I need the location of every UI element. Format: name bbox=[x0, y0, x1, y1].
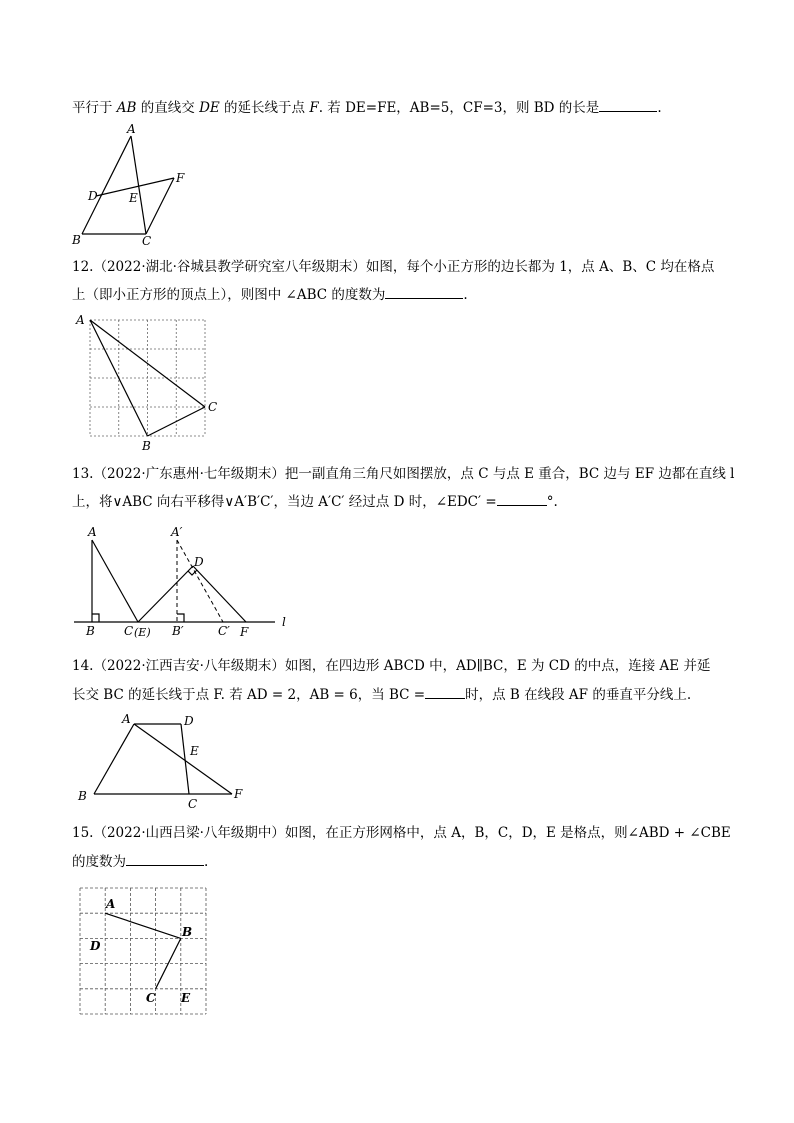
q15-label-b: B bbox=[182, 925, 193, 939]
q13-label-e: (E) bbox=[134, 626, 151, 639]
q14-label-e: E bbox=[190, 744, 199, 758]
q11-label-a: A bbox=[127, 122, 136, 136]
q14-text-b: 时，点 B 在线段 AF 的垂直平分线上. bbox=[465, 687, 692, 703]
q13-label-aprime: A′ bbox=[171, 525, 183, 539]
q11-figure bbox=[70, 120, 200, 250]
q12-text-end: . bbox=[463, 287, 468, 303]
q14-label-c: C bbox=[188, 797, 198, 811]
q11-text-a: 平行于 bbox=[72, 100, 117, 116]
q15-label-e: E bbox=[181, 991, 191, 1005]
q14-text-line1: 14.（2022·江西吉安·八年级期末）如图，在四边形 ABCD 中，AD∥BC，E 为 CD 的中点，连接 AE 并延 bbox=[72, 658, 711, 674]
q12-text-line1: 12.（2022·湖北·谷城县教学研究室八年级期末）如图，每个小正方形的边长都为 1，点 A、B、C 均在格点 bbox=[72, 259, 715, 275]
q13-label-c: C bbox=[124, 624, 134, 638]
q15-text-end: . bbox=[204, 854, 209, 870]
q12-figure bbox=[70, 310, 230, 455]
q15-label-d: D bbox=[90, 939, 101, 953]
q13-text-end: °. bbox=[546, 494, 558, 510]
q14-text-line2 bbox=[72, 684, 691, 704]
q13-label-a: A bbox=[88, 525, 97, 539]
q11-label-c: C bbox=[142, 234, 152, 248]
q13-answer-blank[interactable] bbox=[497, 491, 547, 506]
q12-text-line2 bbox=[72, 284, 468, 304]
q15-text-a: 的度数为 bbox=[72, 854, 126, 870]
q12-label-c: C bbox=[208, 400, 218, 414]
q13-text-a: 上，将∨ABC 向右平移得∨A′B′C′，当边 A′C′ 经过点 D 时，∠EDC′ = bbox=[72, 494, 497, 510]
q12-label-b: B bbox=[142, 439, 151, 453]
q11-label-e: E bbox=[129, 191, 138, 205]
q12-text-a: 上（即小正方形的顶点上），则图中 ∠ABC 的度数为 bbox=[72, 287, 386, 303]
q13-label-bprime: B′ bbox=[172, 624, 184, 638]
q13-label-cprime: C′ bbox=[218, 624, 230, 638]
q11-text bbox=[72, 97, 662, 117]
q14-label-b: B bbox=[78, 789, 87, 803]
q15-label-a: A bbox=[106, 897, 116, 911]
q13-text-line1: 13.（2022·广东惠州·七年级期末）把一副直角三角尺如图摆放，点 C 与点 E 重合，BC 边与 EF 边都在直线 l bbox=[72, 466, 735, 482]
q15-answer-blank[interactable] bbox=[126, 851, 204, 866]
q12-label-a: A bbox=[76, 313, 85, 327]
q11-de: DE bbox=[199, 100, 220, 116]
q11-answer-blank[interactable] bbox=[599, 97, 657, 112]
q14-label-d: D bbox=[184, 714, 194, 728]
q15-text-line2 bbox=[72, 851, 208, 871]
q11-label-d: D bbox=[88, 189, 98, 203]
q14-figure bbox=[70, 708, 260, 813]
q13-label-l: l bbox=[282, 615, 286, 629]
q11-label-f: F bbox=[176, 171, 185, 185]
q13-label-f: F bbox=[240, 625, 249, 639]
q13-text-line2 bbox=[72, 491, 558, 511]
q11-text-end: . bbox=[657, 100, 662, 116]
q13-figure bbox=[70, 522, 300, 642]
q15-label-c: C bbox=[146, 991, 156, 1005]
q11-text-c: 的延长线于点 bbox=[219, 100, 310, 116]
q11-text-b: 的直线交 bbox=[136, 100, 200, 116]
q12-answer-blank[interactable] bbox=[385, 284, 463, 299]
q14-label-a: A bbox=[122, 712, 131, 726]
q14-text-a: 长交 BC 的延长线于点 F. 若 AD = 2，AB = 6，当 BC = bbox=[72, 687, 426, 703]
q11-label-b: B bbox=[72, 233, 81, 247]
q15-text-line1: 15.（2022·山西吕梁·八年级期中）如图，在正方形网格中，点 A，B，C，D，E 是格点，则∠ABD + ∠CBE bbox=[72, 825, 731, 841]
q13-label-b: B bbox=[86, 624, 95, 638]
q11-text-d: . 若 DE=FE，AB=5，CF=3，则 BD 的长是 bbox=[318, 100, 600, 116]
q11-ab: AB bbox=[116, 100, 137, 116]
q13-label-d: D bbox=[194, 555, 204, 569]
q14-answer-blank[interactable] bbox=[425, 684, 465, 699]
q11-f: F bbox=[309, 100, 319, 116]
q15-figure bbox=[70, 878, 215, 1023]
q14-label-f: F bbox=[234, 787, 243, 801]
